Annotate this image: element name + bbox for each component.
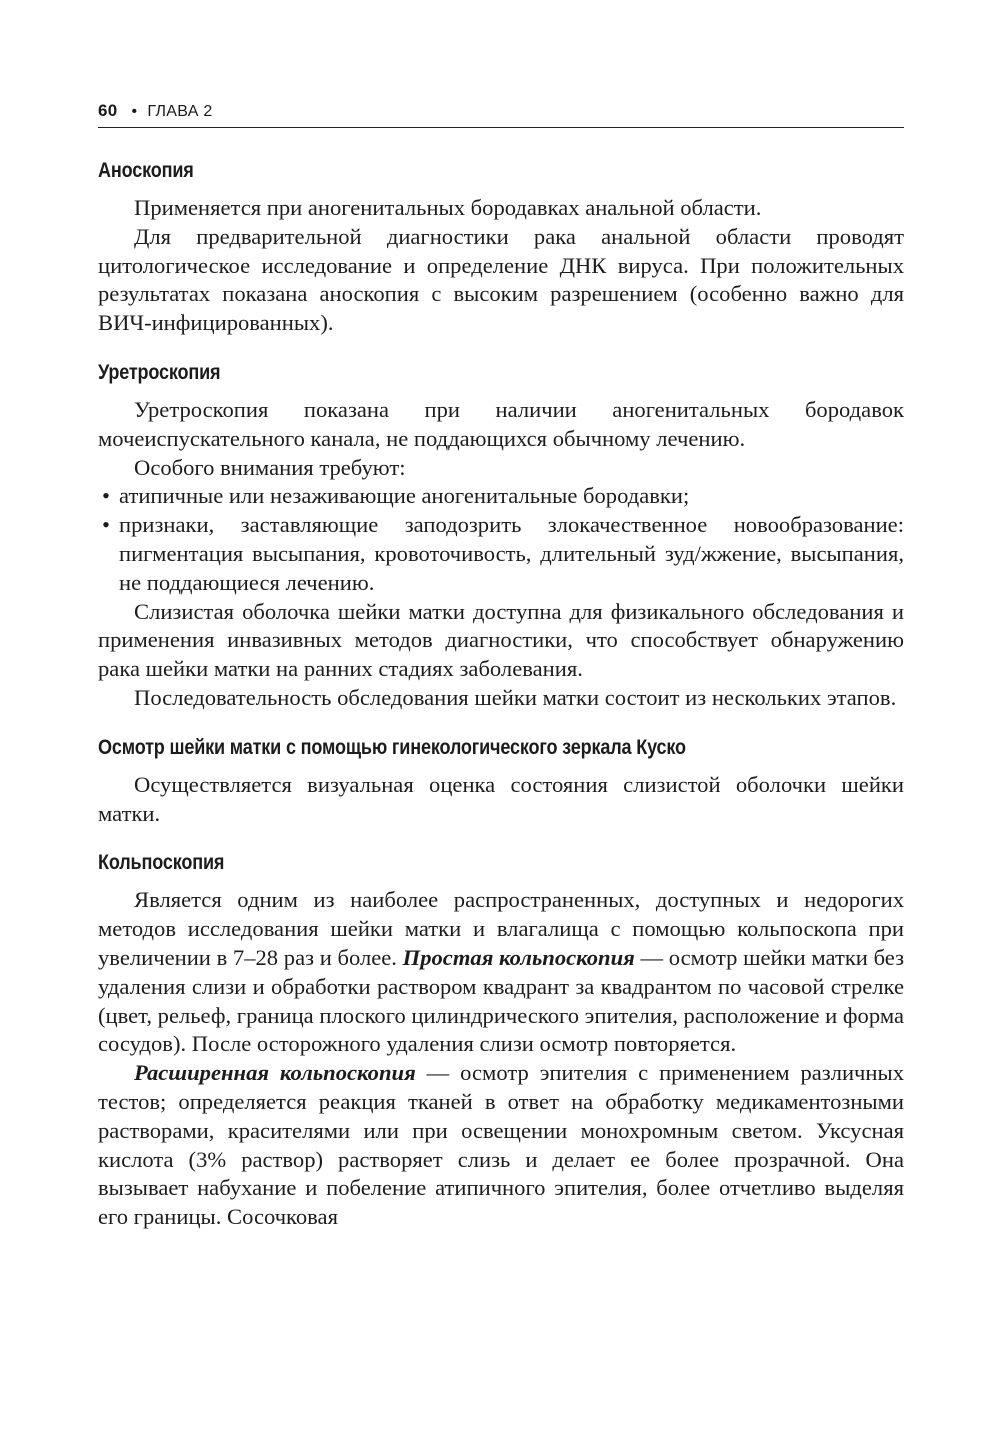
text-run: Является одним из наиболее распространенных, доступных и недорогих методов исследования шейки матки и влагалища с помощью кольпоскопа при увеличении в 7–28 раз и более.: [98, 887, 904, 970]
term-extended-colposcopy: Расширенная кольпоскопия: [134, 1060, 416, 1086]
heading-cusco-exam: Осмотр шейки матки с помощью гинекологического зеркала Куско: [98, 735, 686, 759]
paragraph: [98, 1059, 904, 1232]
header-rule: [98, 127, 904, 128]
paragraph: Особого внимания требуют:: [134, 454, 406, 480]
paragraph: Для предварительной диагностики рака анальной области проводят цитологическое исследование и определение ДНК вируса. При положительных результатах показана аноскопия с высоким разрешением (особенно важно для ВИЧ-инфицированных).: [98, 223, 904, 336]
list-item-text: признаки, заставляющие заподозрить злокачественное новообразование: пигментация высыпания, кровоточивость, длительный зуд/жжение, высыпания, не поддающиеся лечению.: [119, 512, 904, 595]
heading-urethroscopy: Уретроскопия: [98, 360, 221, 384]
heading-anoscopy: Аноскопия: [98, 159, 194, 182]
page-number: 60: [98, 101, 118, 120]
paragraph: Уретроскопия показана при наличии аногенитальных бородавок мочеиспускательного канала, не поддающихся обычному лечению.: [98, 396, 904, 451]
paragraph: Осуществляется визуальная оценка состояния слизистой оболочки шейки матки.: [98, 771, 904, 826]
bullet-icon: •: [102, 512, 110, 538]
paragraph: Слизистая оболочка шейки матки доступна для физикального обследования и применения инвазивных методов диагностики, что способствует обнаружению рака шейки матки на ранних стадиях заболевания.: [98, 598, 904, 682]
list-item-text: атипичные или незаживающие аногенитальные бородавки;: [119, 483, 690, 509]
term-simple-colposcopy: Простая кольпоскопия: [402, 944, 635, 970]
running-header: [98, 101, 904, 121]
bullet-icon: •: [102, 483, 110, 509]
list-item: [98, 511, 904, 597]
heading-colposcopy: Кольпоскопия: [98, 851, 225, 875]
chapter-label: ГЛАВА 2: [147, 103, 213, 120]
paragraph: Применяется при аногенитальных бородавках анальной области.: [134, 195, 762, 220]
header-bullet: •: [131, 103, 138, 120]
text-run: — осмотр шейки матки без удаления слизи и обработки раствором квадрант за квадрантом по часовой стрелке (цвет, рельеф, граница плоского цилиндрического эпителия, расположение и форма сосудов). После осторожного удаления слизи осмотр повторяется.: [98, 944, 904, 1057]
page-body: [98, 150, 904, 1232]
bullet-list: [98, 482, 904, 597]
paragraph: Последовательность обследования шейки матки состоит из нескольких этапов.: [134, 684, 897, 710]
list-item: [98, 482, 904, 511]
paragraph: [98, 886, 904, 1059]
text-run: — осмотр эпителия с применением различных тестов; определяется реакция тканей в ответ на обработку медикаментозными растворами, красителями или при освещении монохромным светом. Уксусная кислота (3% раствор) растворяет слизь и делает ее более прозрачной. Она вызывает набухание и побеление атипичного эпителия, более отчетливо выделяя его границы. Сосочковая: [98, 1060, 904, 1230]
